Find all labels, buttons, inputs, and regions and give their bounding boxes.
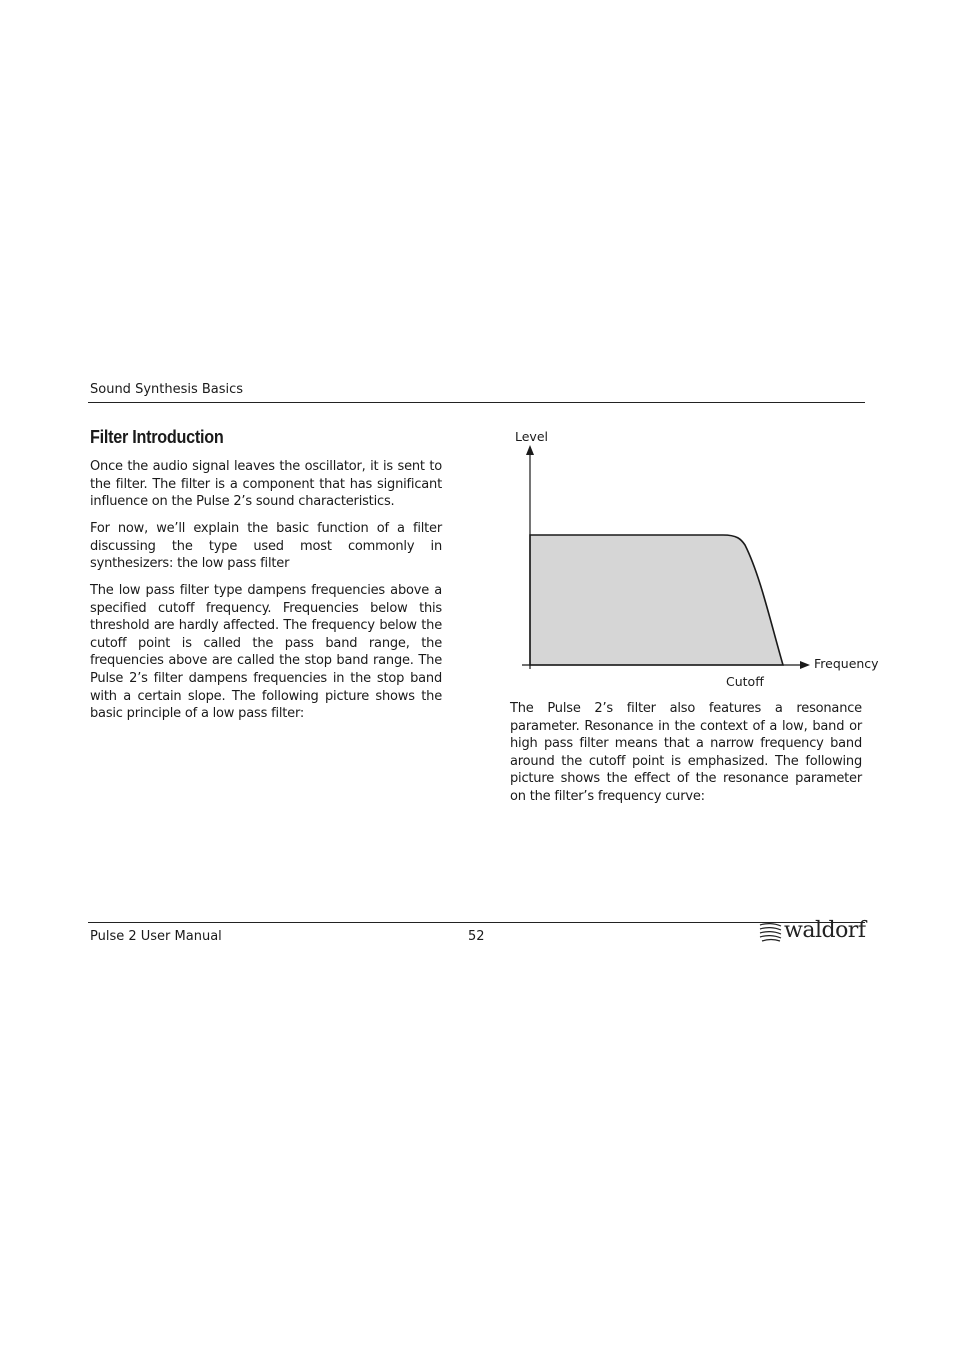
paragraph-low-pass-details: The low pass filter type dampens frequencies above a specified cutoff frequency. Frequencies below this threshold are hardly affected. The frequency below the cutoff point is called the pass band range, the frequencies above are called the stop band range. The Pulse 2’s filter dampens frequencies in the stop band with a certain slope. The following picture shows the basic principle of a low pass filter: xyxy=(90,583,442,722)
waldorf-swirl-icon xyxy=(758,920,784,944)
paragraph-resonance: The Pulse 2’s filter also features a resonance parameter. Resonance in the context of a low, band or high pass filter means that a narrow frequency band around the cutoff point is emphasized. The following picture shows the effect of the resonance parameter on the filter’s frequency curve: xyxy=(510,701,862,804)
low-pass-filter-diagram xyxy=(505,425,885,695)
paragraph-low-pass-intro: For now, we’ll explain the basic function of a filter discussing the type used most commonly in synthesizers: the low pass filter xyxy=(90,521,442,572)
running-header: Sound Synthesis Basics xyxy=(90,382,244,397)
cutoff-label: Cutoff xyxy=(726,674,764,689)
y-axis-arrow-icon xyxy=(526,445,534,455)
section-title: Filter Introduction xyxy=(90,427,224,447)
footer-rule xyxy=(88,922,865,923)
x-axis-label: Frequency xyxy=(814,656,879,671)
header-rule xyxy=(88,402,865,403)
page-number: 52 xyxy=(468,929,485,944)
x-axis-arrow-icon xyxy=(800,661,810,669)
waldorf-wordmark: waldorf xyxy=(784,918,866,943)
waldorf-logo xyxy=(758,918,866,948)
y-axis-label: Level xyxy=(515,429,548,444)
pass-band-area xyxy=(530,535,783,665)
manual-title: Pulse 2 User Manual xyxy=(90,929,222,944)
paragraph-intro: Once the audio signal leaves the oscillator, it is sent to the filter. The filter is a component that has significant influence on the Pulse 2’s sound characteristics. xyxy=(90,459,442,510)
